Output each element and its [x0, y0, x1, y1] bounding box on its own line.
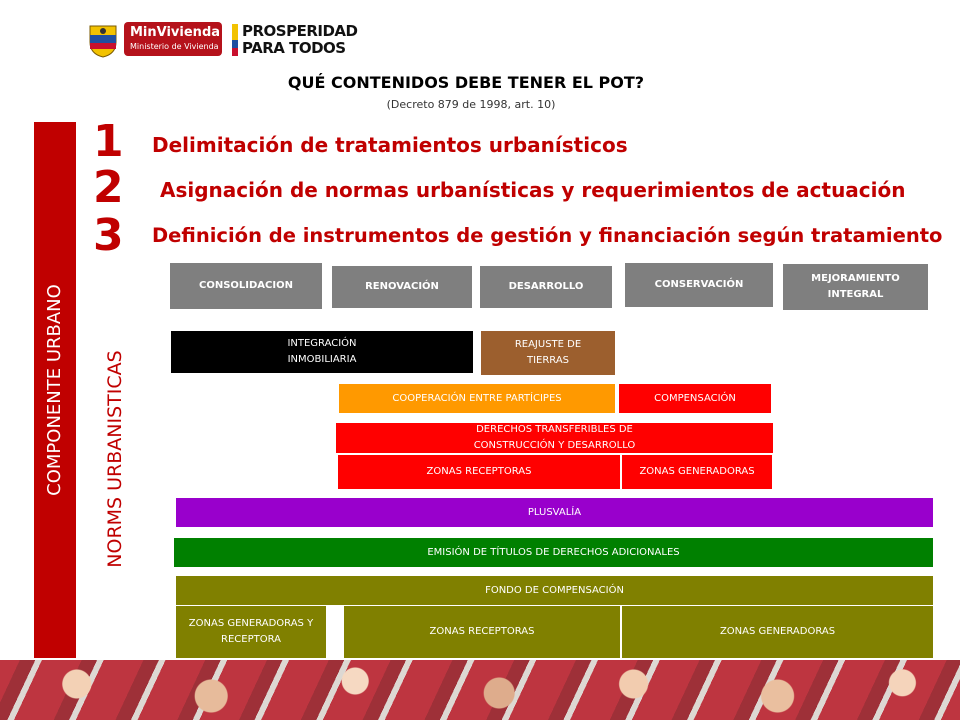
slogan-line-2: PARA TODOS [242, 39, 346, 57]
page-subtitle: (Decreto 879 de 1998, art. 10) [386, 98, 556, 111]
minvivienda-logo [86, 20, 226, 60]
treatment-conservacion: CONSERVACIÓN [625, 263, 773, 307]
reajuste-de-tierras: REAJUSTE DE TIERRAS [481, 331, 615, 375]
emision-titulos: EMISIÓN DE TÍTULOS DE DERECHOS ADICIONALES [174, 538, 933, 567]
minvivienda-badge [124, 22, 222, 56]
treatment-desarrollo: DESARROLLO [480, 266, 612, 308]
item-number-3: 3 [93, 210, 124, 261]
treatment-consolidacion: CONSOLIDACION [170, 263, 322, 309]
item-number-2: 2 [93, 162, 124, 213]
item-number-1: 1 [93, 116, 124, 167]
norms-urbanisticas-label: NORMS URBANISTICAS [104, 350, 126, 568]
zonas-receptoras-olive: ZONAS RECEPTORAS [344, 606, 620, 658]
ministry-subtitle: Ministerio de Vivienda [130, 42, 219, 51]
item-text-3: Definición de instrumentos de gestión y financiación según tratamiento [152, 224, 943, 247]
zonas-receptoras-red: ZONAS RECEPTORAS [338, 455, 620, 489]
component-urbano-bar [34, 122, 76, 658]
crowd-photo-strip [0, 660, 960, 720]
item-text-2: Asignación de normas urbanísticas y requerimientos de actuación [160, 178, 906, 202]
component-urbano-label: COMPONENTE URBANO [44, 284, 65, 496]
item-text-1: Delimitación de tratamientos urbanísticos [152, 133, 628, 157]
integracion-inmobiliaria: INTEGRACIÓN INMOBILIARIA [171, 331, 473, 373]
plusvalia: PLUSVALÍA [176, 498, 933, 527]
page-title: QUÉ CONTENIDOS DEBE TENER EL POT? [287, 73, 645, 92]
treatment-renovacion: RENOVACIÓN [332, 266, 472, 308]
zonas-generadoras-olive: ZONAS GENERADORAS [622, 606, 933, 658]
slogan-line-1: PROSPERIDAD [242, 22, 358, 40]
prosperidad-logo [232, 22, 362, 58]
fondo-de-compensacion: FONDO DE COMPENSACIÓN [176, 576, 933, 605]
zonas-generadoras-red: ZONAS GENERADORAS [622, 455, 772, 489]
cooperacion-entre-participes: COOPERACIÓN ENTRE PARTÍCIPES [339, 384, 615, 413]
compensacion: COMPENSACIÓN [619, 384, 771, 413]
coat-of-arms-icon [86, 22, 120, 58]
treatment-mejoramiento: MEJORAMIENTO INTEGRAL [783, 264, 928, 310]
derechos-transferibles: DERECHOS TRANSFERIBLES DE CONSTRUCCIÓN Y DESARROLLO [336, 423, 773, 453]
ministry-name: MinVivienda [130, 25, 221, 40]
zonas-generadoras-y-receptora: ZONAS GENERADORAS Y RECEPTORA [176, 606, 326, 658]
flag-stripe-icon [232, 24, 238, 56]
